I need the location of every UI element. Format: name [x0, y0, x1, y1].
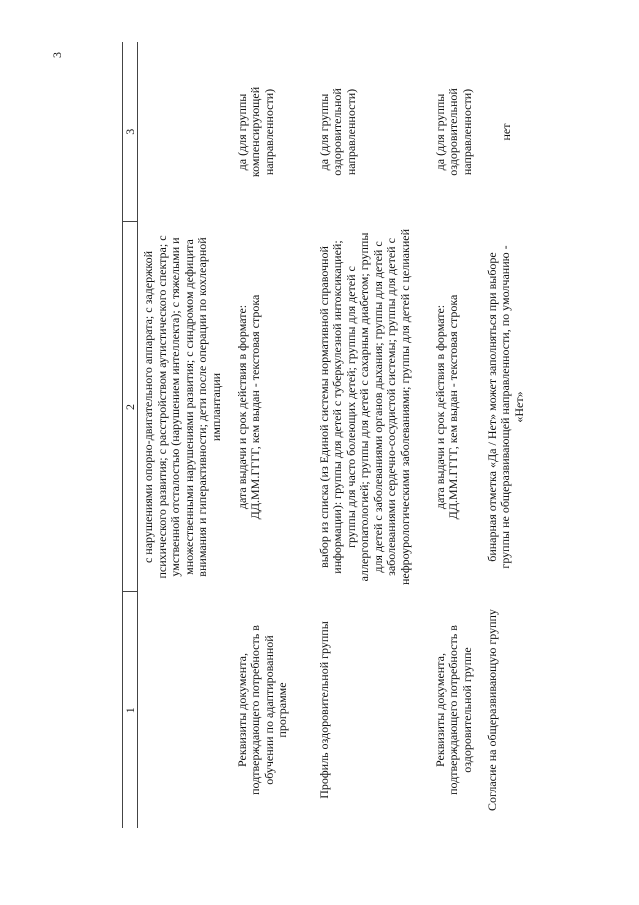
row-4-field-name: Реквизиты документа, подтверждающего потребность в оздоровительной группе — [432, 625, 474, 795]
row-2-format: дата выдачи и срок действия в формате: ДД.ММ.ГГГГ, кем выдан - текстовая строка — [234, 294, 262, 520]
row-4-format: дата выдачи и срок действия в формате: ДД.ММ.ГГГГ, кем выдан - текстовая строка — [432, 294, 460, 520]
row-2-field-name: Реквизиты документа, подтверждающего потребность в обучении по адаптированной программе — [234, 625, 289, 795]
row-3-format: выбор из списка (из Единой системы нормативной справочной информации): группы для детей с туберкулезной интоксикацией; группы для часто болеющих детей; группы для детей с аллергопатологией; группы для детей с сахарным диабетом; группы для детей с заболеваниями органов дыхания; группы для детей с заболеваниями сердечно-сосудистой системы; группы для детей с нефроурологическими заболеваниями; группы для детей с целиакией — [316, 228, 412, 586]
row-2-required: да (для группы компенсирующей направленности) — [234, 86, 276, 178]
table-row — [480, 42, 531, 828]
table-row — [428, 42, 480, 828]
table-row — [230, 42, 312, 828]
rotated-page-content — [122, 42, 526, 828]
row-3-required: да (для группы оздоровительной направленности) — [316, 88, 358, 176]
column-header-1: 1 — [123, 592, 138, 828]
row-5-format: бинарная отметка «Да / Нет» может заполняться при выборе группы не общеразвивающей направленности, по умолчанию - «Нет» — [484, 245, 526, 569]
requirements-table — [122, 42, 530, 828]
table-row — [138, 42, 230, 828]
row-5-required: нет — [498, 123, 513, 141]
row-1-required — [138, 42, 230, 222]
column-header-2: 2 — [123, 222, 138, 592]
row-3-field-name: Профиль оздоровительной группы — [316, 621, 331, 799]
row-1-format: с нарушениями опорно-двигательного аппарата; с задержкой психического развития; с расстройством аутистического спектра; с умственной отсталостью (нарушением интеллекта); с тяжелыми и множественными нарушениями развития; с синдромом дефицита внимания и гиперактивности; дети после операции по кохлеарной имплантации — [141, 235, 223, 579]
column-header-3: 3 — [123, 42, 138, 222]
table-row — [312, 42, 428, 828]
row-4-required: да (для группы оздоровительной направленности) — [432, 88, 474, 176]
row-5-field-name: Согласие на общеразвивающую группу — [484, 609, 499, 811]
table-header-row — [123, 42, 138, 828]
row-1-field-name — [138, 592, 230, 828]
page-number: 3 — [50, 52, 64, 58]
